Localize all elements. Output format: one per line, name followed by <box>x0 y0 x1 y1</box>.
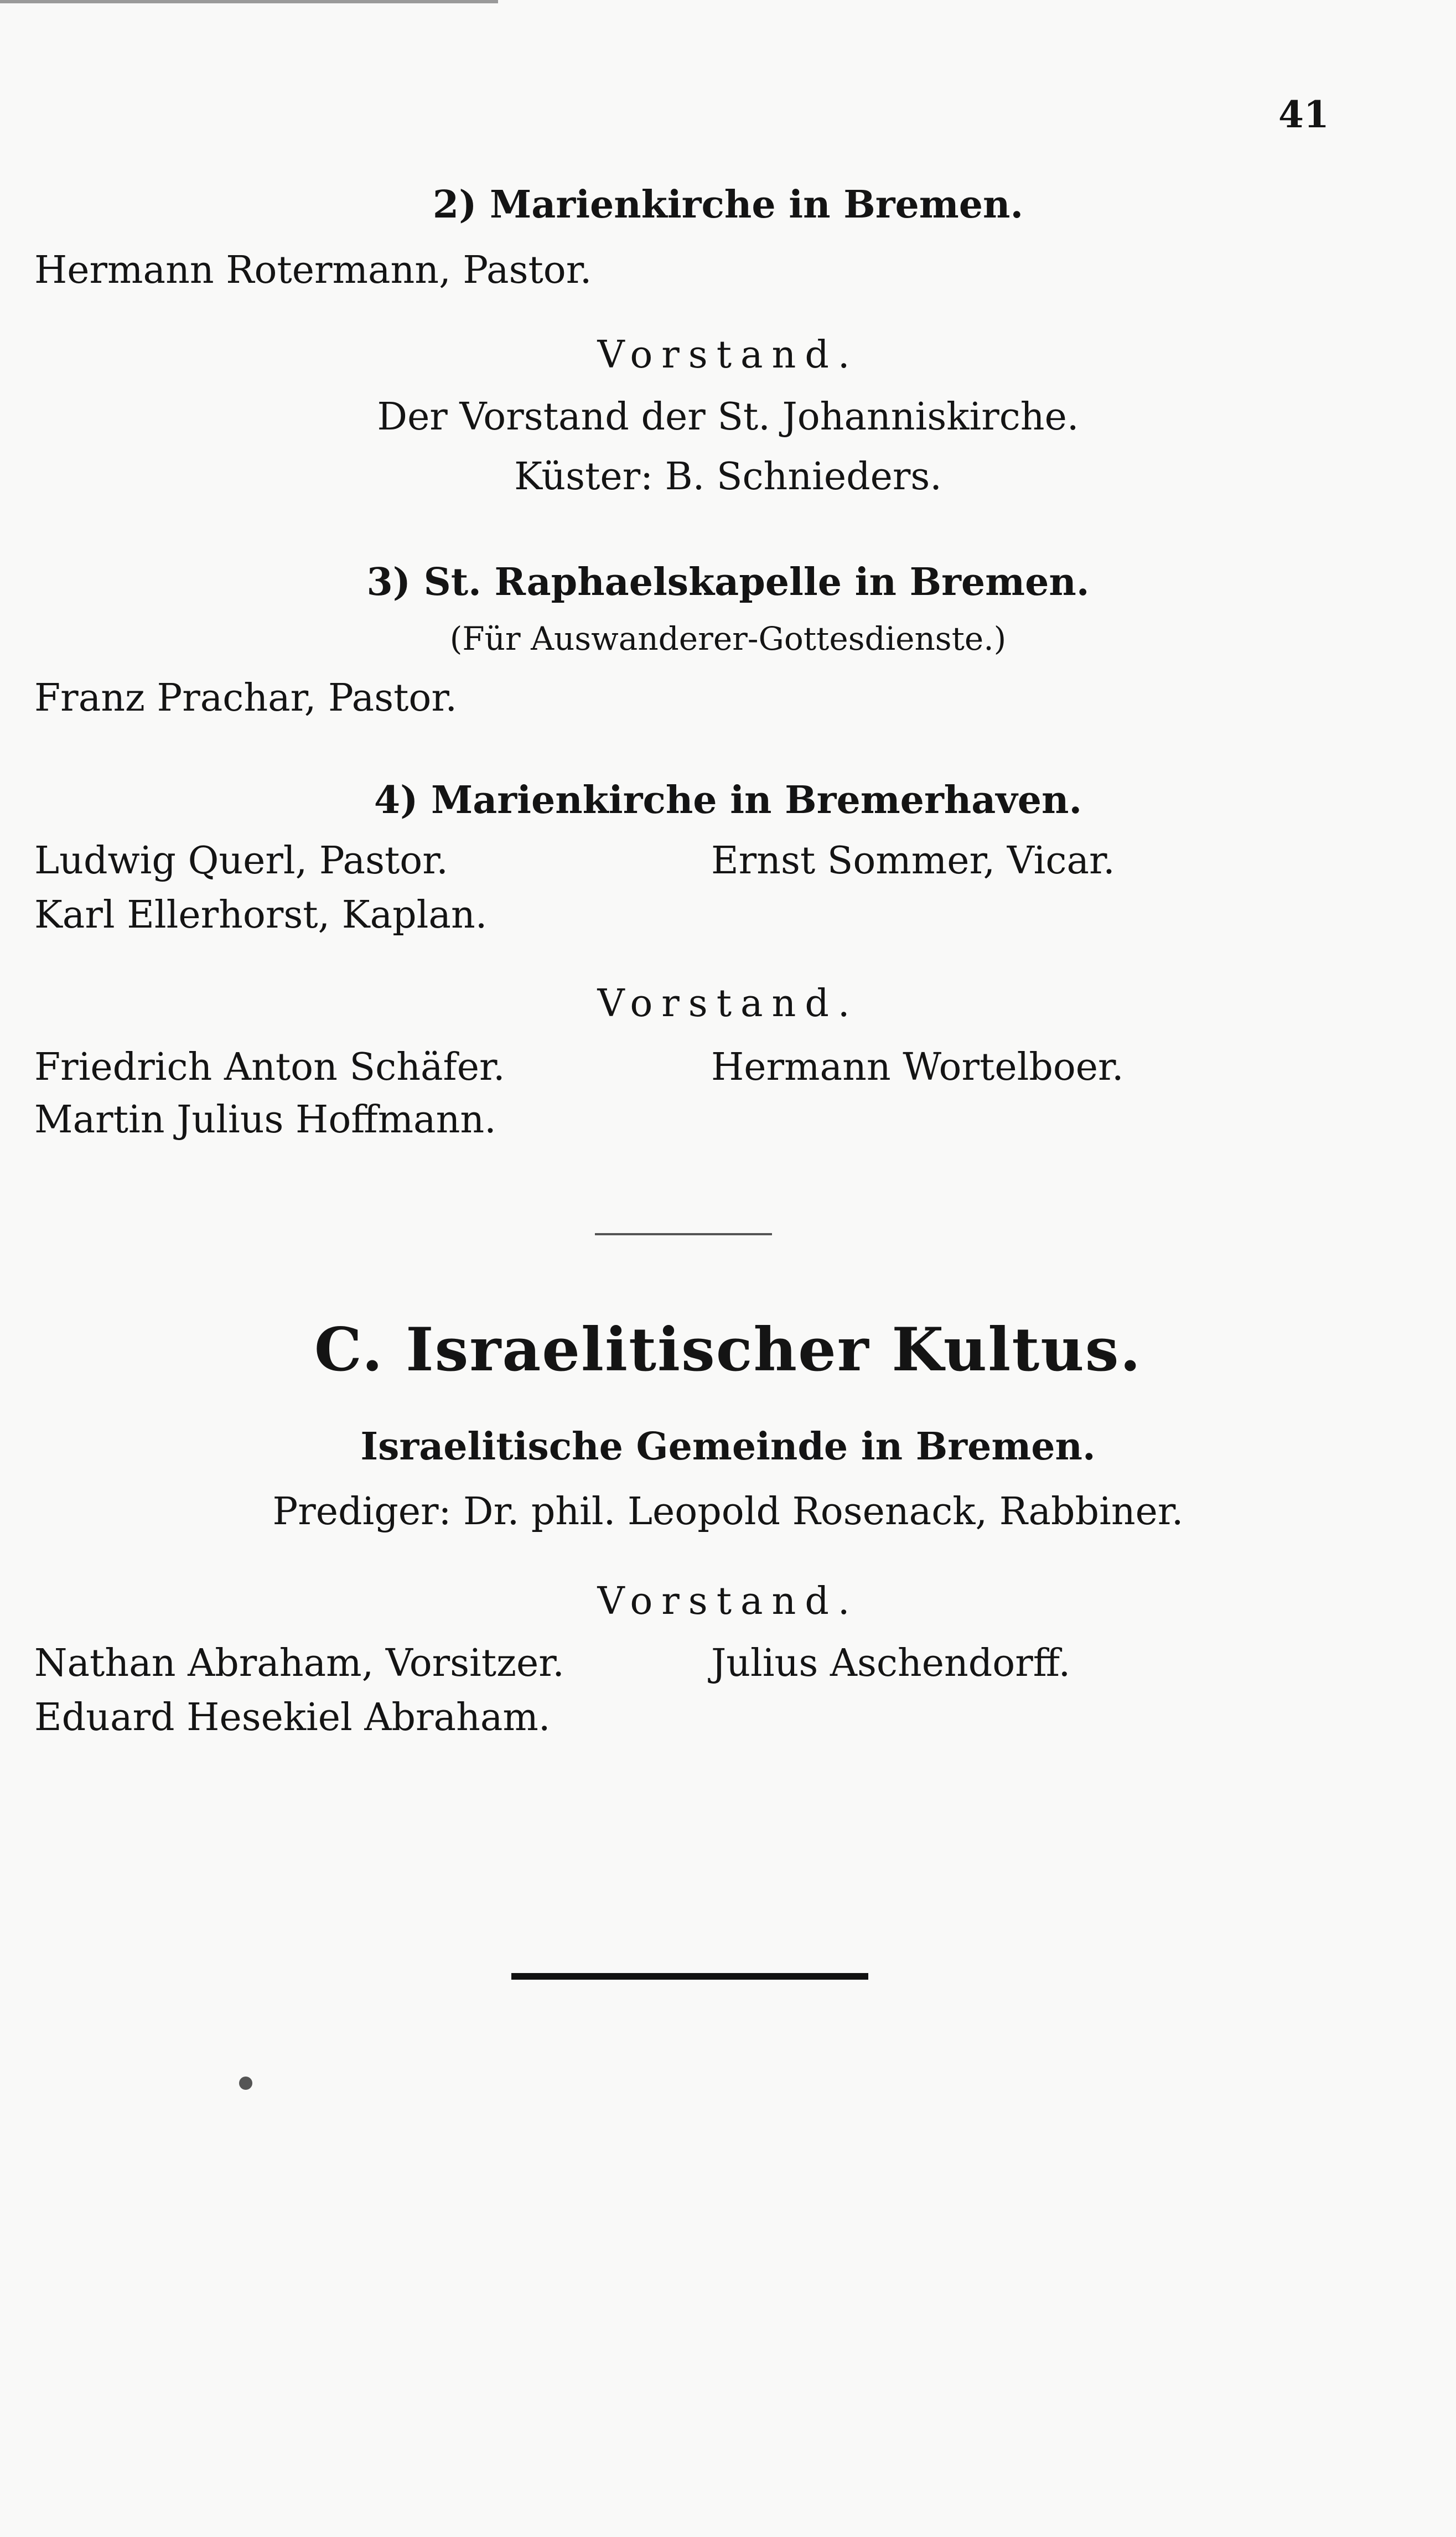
vorstand-label: Vorstand. <box>597 1580 859 1623</box>
section-heading-marienkirche-bremen: 2) Marienkirche in Bremen. <box>432 183 1024 227</box>
clergy-entry: Karl Ellerhorst, Kaplan. <box>34 893 488 937</box>
section-note: (Für Auswanderer-Gottesdienste.) <box>449 620 1007 657</box>
board-member: Julius Aschendorff. <box>711 1642 1071 1685</box>
section-divider <box>595 1233 772 1235</box>
section-title-israelitischer-kultus: C. Israelitischer Kultus. <box>314 1315 1142 1385</box>
vorstand-text: Der Vorstand der St. Johanniskirche. <box>377 395 1079 439</box>
kuester-line: Küster: B. Schnieders. <box>514 455 942 499</box>
top-border-rule <box>0 0 498 3</box>
clergy-entry: Ernst Sommer, Vicar. <box>711 839 1115 883</box>
board-member: Eduard Hesekiel Abraham. <box>34 1696 551 1739</box>
pastor-line: Franz Prachar, Pastor. <box>34 676 458 720</box>
pastor-line: Hermann Rotermann, Pastor. <box>34 248 592 292</box>
scan-speck <box>239 2077 252 2090</box>
section-heading-marienkirche-bremerhaven: 4) Marienkirche in Bremerhaven. <box>374 778 1082 822</box>
board-member: Friedrich Anton Schäfer. <box>34 1045 505 1089</box>
clergy-entry: Ludwig Querl, Pastor. <box>34 839 448 883</box>
prediger-line: Prediger: Dr. phil. Leopold Rosenack, Rabbiner. <box>272 1490 1184 1534</box>
page-number: 41 <box>1278 93 1329 136</box>
board-member: Nathan Abraham, Vorsitzer. <box>34 1642 564 1685</box>
vorstand-label: Vorstand. <box>597 333 859 377</box>
vorstand-label: Vorstand. <box>597 982 859 1026</box>
board-member: Hermann Wortelboer. <box>711 1045 1124 1089</box>
section-heading-raphaelskapelle: 3) St. Raphaelskapelle in Bremen. <box>366 560 1090 604</box>
board-member: Martin Julius Hoffmann. <box>34 1098 496 1142</box>
end-rule <box>511 1973 868 1980</box>
gemeinde-heading: Israelitische Gemeinde in Bremen. <box>360 1425 1096 1469</box>
